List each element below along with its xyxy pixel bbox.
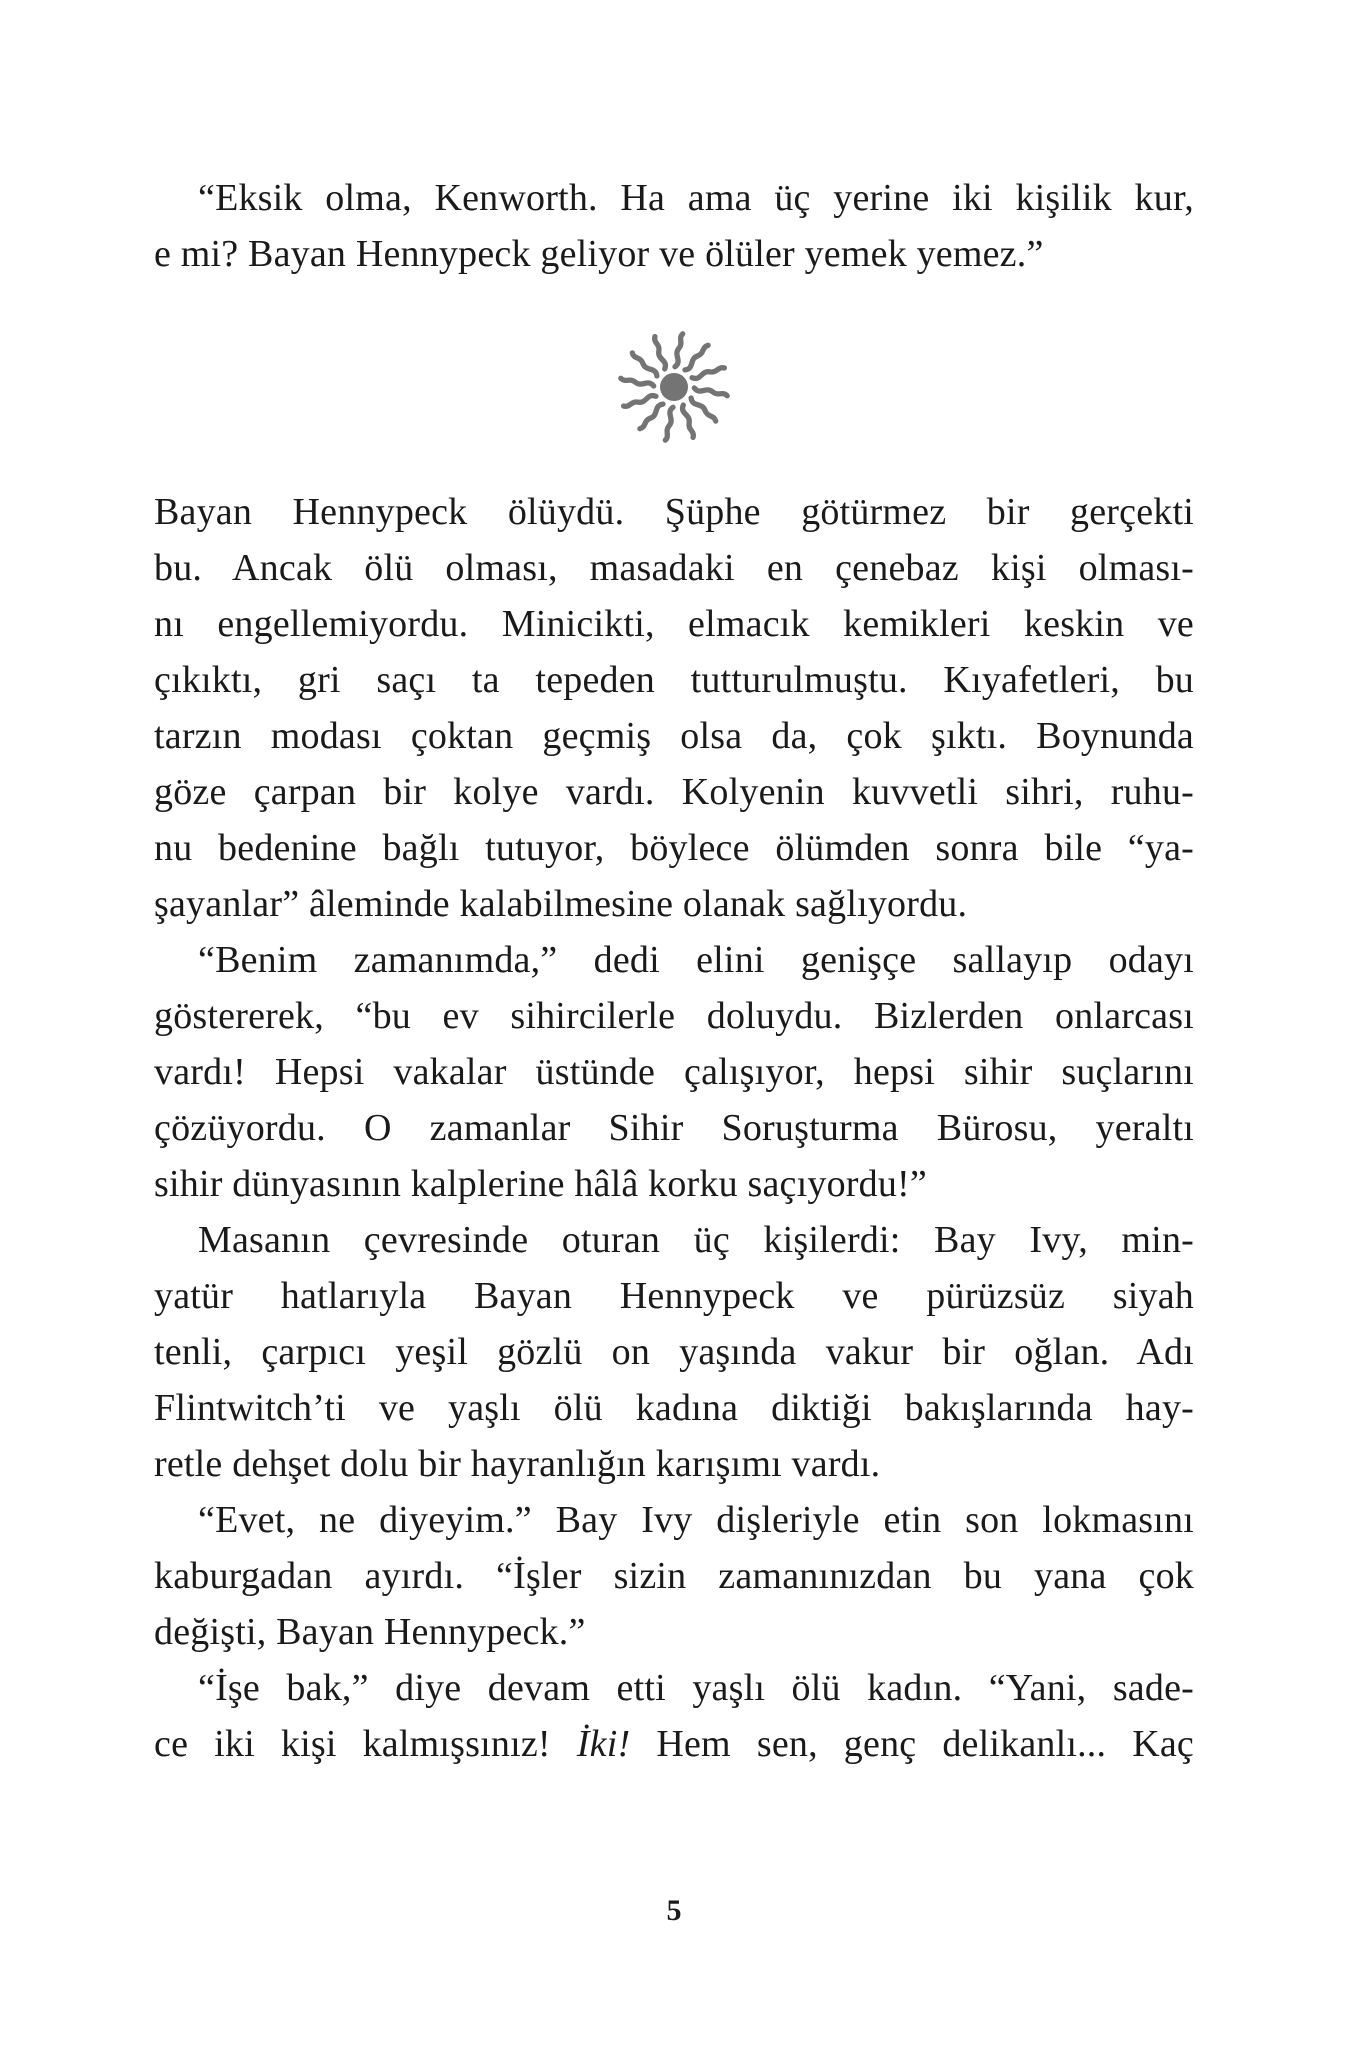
text-line: ce iki kişi kalmışsınız! İki! Hem sen, genç delikanlı... Kaç bbox=[154, 1723, 1194, 1765]
text-line: e mi? Bayan Hennypeck geliyor ve ölüler yemek yemez.” bbox=[154, 233, 1044, 275]
text-line: şayanlar” âleminde kalabilmesine olanak sağlıyordu. bbox=[154, 883, 968, 925]
text-line: sihir dünyasının kalplerine hâlâ korku saçıyordu!” bbox=[154, 1163, 927, 1205]
paragraph bbox=[154, 932, 1194, 1212]
text-line: retle dehşet dolu bir hayranlığın karışımı vardı. bbox=[154, 1443, 881, 1485]
sun-center-disc bbox=[660, 373, 688, 401]
page-number: 5 bbox=[666, 1894, 682, 1927]
text-line: Masanın çevresinde oturan üç kişilerdi: Bay Ivy, min- bbox=[198, 1219, 1194, 1261]
paragraph bbox=[154, 484, 1194, 932]
italic-text: İki! bbox=[576, 1723, 631, 1765]
text-line: bu. Ancak ölü olması, masadaki en çenebaz kişi olması- bbox=[154, 547, 1194, 589]
text-line: “Evet, ne diyeyim.” Bay Ivy dişleriyle etin son lokmasını bbox=[198, 1499, 1194, 1541]
text-line: “Benim zamanımda,” dedi elini genişçe sallayıp odayı bbox=[198, 939, 1194, 981]
text-line: “İşe bak,” diye devam etti yaşlı ölü kadın. “Yani, sade- bbox=[198, 1667, 1194, 1709]
text-line: çıkıktı, gri saçı ta tepeden tutturulmuştu. Kıyafetleri, bu bbox=[154, 659, 1194, 701]
paragraph bbox=[154, 1492, 1194, 1660]
text-line: kaburgadan ayırdı. “İşler sizin zamanınızdan bu yana çok bbox=[154, 1555, 1194, 1597]
paragraph bbox=[154, 170, 1194, 282]
text-line: vardı! Hepsi vakalar üstünde çalışıyor, hepsi sihir suçlarını bbox=[154, 1051, 1194, 1093]
text-line: çözüyordu. O zamanlar Sihir Soruşturma Bürosu, yeraltı bbox=[154, 1107, 1194, 1149]
text-line: değişti, Bayan Hennypeck.” bbox=[154, 1611, 586, 1653]
paragraph bbox=[154, 1660, 1194, 1772]
text-line: tenli, çarpıcı yeşil gözlü on yaşında vakur bir oğlan. Adı bbox=[154, 1331, 1194, 1373]
scene-break bbox=[154, 328, 1194, 446]
text-line: nı engellemiyordu. Minicikti, elmacık kemikleri keskin ve bbox=[154, 603, 1194, 645]
text-line: Flintwitch’ti ve yaşlı ölü kadına diktiği bakışlarında hay- bbox=[154, 1387, 1194, 1429]
text-line: “Eksik olma, Kenworth. Ha ama üç yerine iki kişilik kur, bbox=[198, 177, 1194, 219]
text-body bbox=[154, 484, 1194, 1772]
paragraph bbox=[154, 1212, 1194, 1492]
opening-paragraph bbox=[154, 0, 1194, 282]
text-line: yatür hatlarıyla Bayan Hennypeck ve pürüzsüz siyah bbox=[154, 1275, 1194, 1317]
text-line: Bayan Hennypeck ölüydü. Şüphe götürmez bir gerçekti bbox=[154, 491, 1194, 533]
text-line: göstererek, “bu ev sihircilerle doluydu. Bizlerden onlarcası bbox=[154, 995, 1194, 1037]
text-line: göze çarpan bir kolye vardı. Kolyenin kuvvetli sihri, ruhu- bbox=[154, 771, 1194, 813]
sun-ornament-icon bbox=[616, 329, 732, 445]
text-line: tarzın modası çoktan geçmiş olsa da, çok şıktı. Boynunda bbox=[154, 715, 1194, 757]
text-line: nu bedenine bağlı tutuyor, böylece ölümden sonra bile “ya- bbox=[154, 827, 1194, 869]
text-column bbox=[154, 0, 1194, 1772]
